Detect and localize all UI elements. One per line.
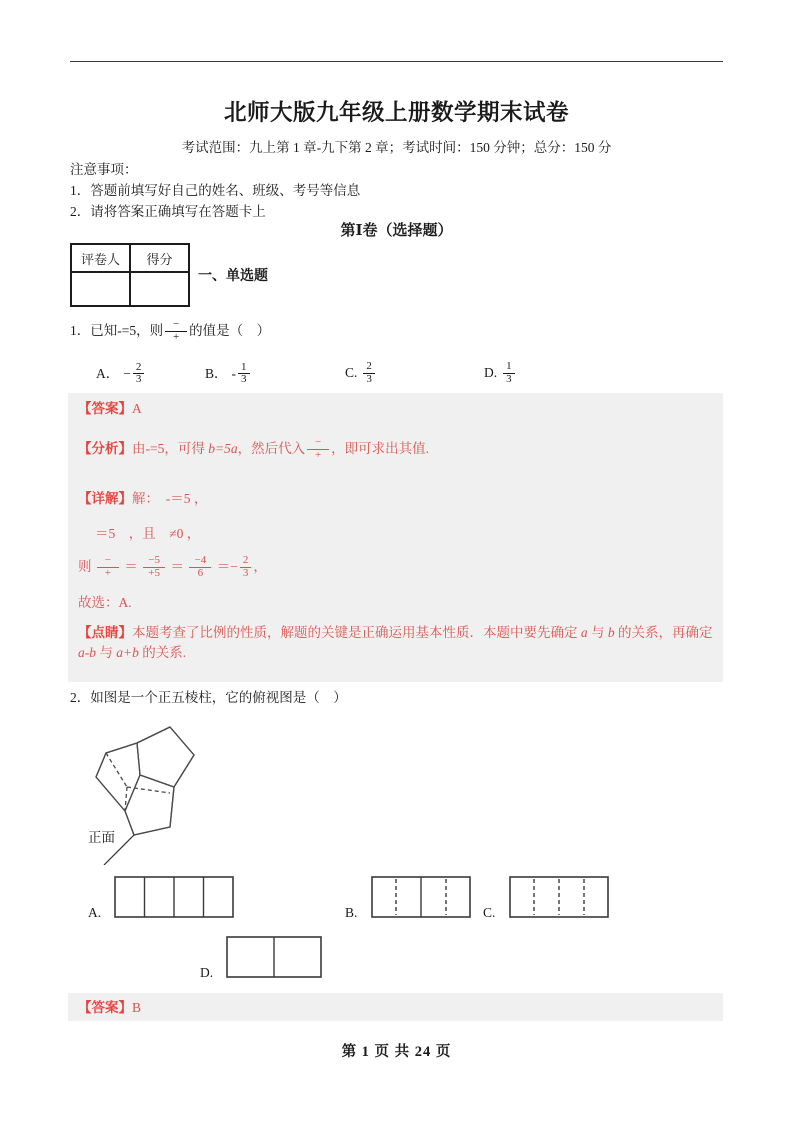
question-1-option-a-numerator: 2 <box>135 360 142 373</box>
question-1-stem-fraction-denominator: + <box>165 331 187 344</box>
question-1-option-b[interactable] <box>205 362 252 387</box>
question-1-expr-left: - <box>117 323 122 339</box>
question-2-number: 2． <box>70 690 91 705</box>
question-2-stem <box>70 688 347 708</box>
page-footer: 第 1 页 共 24 页 <box>341 1044 452 1060</box>
question-1-detail-fraction-2-denominator: +5 <box>143 567 165 580</box>
score-table-value-score[interactable] <box>130 272 189 306</box>
question-1-option-b-sign: - <box>231 366 237 381</box>
question-1-stem-fraction <box>165 319 187 343</box>
question-1-detail-fraction-3 <box>189 555 211 579</box>
question-1-stem-after: 的值是（ ） <box>189 323 271 339</box>
prism-top-face <box>137 727 194 787</box>
question-1-option-c-numerator: 2 <box>366 360 372 372</box>
question-1-analysis-text-c: ，然后代入 <box>237 441 306 457</box>
question-1-analysis-tag: 【分析】 <box>78 441 132 457</box>
question-1-analysis-text-d: ，即可求出其值. <box>331 441 429 457</box>
question-1-detail-fraction-1-numerator: − <box>104 554 111 566</box>
question-1-option-b-fraction <box>238 362 250 386</box>
question-1-option-d-denominator: 3 <box>503 373 515 386</box>
prism-front-label: 正面 <box>88 830 115 845</box>
question-1-keypoint-tag: 【点睛】 <box>78 625 132 640</box>
question-1-option-c[interactable] <box>345 362 377 386</box>
question-2-answer-line <box>78 998 141 1018</box>
question-1-detail-line-3-suffix: ， <box>253 559 267 575</box>
question-1-detail-fraction-1-denominator: + <box>97 567 119 580</box>
question-1-detail-tag: 【详解】 <box>78 491 132 506</box>
question-1-option-a[interactable] <box>96 362 146 387</box>
score-table-header-row <box>71 244 189 272</box>
question-1-keypoint <box>78 623 723 663</box>
question-2-option-c-svg <box>509 873 649 925</box>
question-1-option-c-fraction <box>363 361 375 385</box>
question-1-analysis-equation: b=5a <box>208 441 238 457</box>
prism-front-face <box>125 775 174 835</box>
question-1-detail-fraction-3-numerator: −4 <box>194 554 207 566</box>
question-2-option-b-label: B. <box>345 905 358 920</box>
score-table-header-score: 得分 <box>130 244 189 272</box>
question-1-detail-line-2: ＝5 ，且 ≠0 ， <box>95 526 201 541</box>
note-item-1: 1．答题前填写好自己的姓名、班级、考号等信息 <box>70 183 361 198</box>
question-1-keypoint-text-3: 的关系，再确定 <box>614 625 713 640</box>
question-1-option-b-label: B． <box>205 366 228 381</box>
question-1-keypoint-text-2: 与 <box>587 625 608 640</box>
question-2-option-c-label: C. <box>483 905 496 920</box>
exam-scope-subtitle: 考试范围：九上第 1 章-九下第 2 章；考试时间：150 分钟；总分：150 分 <box>181 140 612 155</box>
question-1-option-a-label: A． <box>96 366 120 381</box>
question-2-answer-value: B <box>132 1000 142 1015</box>
question-1-keypoint-var-b: b <box>607 625 615 640</box>
score-table-value-grader[interactable] <box>71 272 130 306</box>
question-1-option-b-denominator: 3 <box>238 373 250 386</box>
prism-left-face <box>96 743 140 811</box>
question-1-answer-value: A <box>132 401 142 416</box>
question-1-conclusion: 故选：A. <box>78 595 132 610</box>
question-1-option-d-label: D. <box>484 365 498 381</box>
header-rule <box>70 61 723 62</box>
page-title: 北师大版九年级上册数学期末试卷 <box>223 100 569 125</box>
question-1-option-d-fraction <box>503 361 515 385</box>
question-1-option-a-sign: − <box>123 366 131 381</box>
question-1-detail-result-fraction <box>240 555 252 579</box>
question-1-keypoint-text-1: 本题考查了比例的性质，解题的关键是正确运用基本性质．本题中要先确定 <box>132 625 581 640</box>
question-1-detail-fraction-3-denominator: 6 <box>189 567 211 580</box>
question-1-keypoint-text-4: 与 <box>96 645 117 660</box>
question-2-answer-tag: 【答案】 <box>78 1000 132 1015</box>
question-1-detail-fraction-1 <box>97 555 119 579</box>
question-1-option-c-label: C. <box>345 365 358 381</box>
question-1-detail-result-denominator: 3 <box>240 567 252 580</box>
question-2-option-d-svg <box>226 933 366 985</box>
question-1-keypoint-var-a-minus-b: a-b <box>78 645 96 660</box>
question-2-option-a-label: A. <box>88 905 102 920</box>
question-1-stem-fraction-numerator: − <box>173 318 180 330</box>
section-heading-part1: 第Ⅰ卷（选择题） <box>340 223 453 239</box>
score-table <box>70 243 190 307</box>
question-1-detail-fraction-2 <box>143 555 165 579</box>
question-2-option-a-svg <box>114 873 254 925</box>
question-1-detail-line-3-prefix: 则 <box>78 559 92 575</box>
prism-silhouette <box>96 727 194 835</box>
question-2-stem-text: 如图是一个正五棱柱，它的俯视图是（ ） <box>90 690 347 705</box>
notes-heading: 注意事项： <box>70 162 138 177</box>
question-1-option-a-fraction <box>133 362 145 386</box>
subsection-heading-multiple-choice: 一、单选题 <box>198 269 268 284</box>
question-1-stem-eq: =5，则 <box>121 323 164 339</box>
question-1-analysis-fraction-denominator: + <box>307 449 329 462</box>
question-1-analysis-text-a: 由-=5，可得 <box>132 441 209 457</box>
question-1-option-c-denominator: 3 <box>363 373 375 386</box>
question-2-solution-block <box>68 993 723 1021</box>
question-1-analysis-fraction <box>307 437 329 461</box>
question-1-number: 1． <box>70 323 91 339</box>
question-1-detail-fraction-2-numerator: −5 <box>148 554 160 566</box>
question-1-keypoint-var-a: a <box>580 625 588 640</box>
score-table-value-row <box>71 272 189 306</box>
pentagonal-prism-figure <box>82 715 232 870</box>
question-1-detail-line-3: 则 $\frac{-}{+}$ ＝ $\frac{-5}{+5}$ ＝ $\frac{-4}{6}$ ＝− $\frac{2}{3}$ ， <box>78 554 267 579</box>
question-1-stem <box>70 320 270 344</box>
exam-notes <box>70 159 723 222</box>
question-1-answer-line <box>78 399 142 419</box>
question-1-analysis-fraction-numerator: − <box>315 436 322 448</box>
question-1-options <box>0 358 793 388</box>
question-1-option-a-denominator: 3 <box>133 373 145 386</box>
question-2-option-d-label: D. <box>200 965 214 980</box>
question-1-keypoint-text-5: 的关系. <box>138 645 187 660</box>
question-1-option-d[interactable] <box>484 362 517 386</box>
question-1-answer-tag: 【答案】 <box>78 401 132 416</box>
question-1-detail-line-1 <box>78 489 207 509</box>
score-table-header-grader: 评卷人 <box>71 244 130 272</box>
question-1-detail-result-numerator: 2 <box>242 554 249 566</box>
question-1-option-d-numerator: 1 <box>506 360 512 372</box>
question-1-stem-before: 已知 <box>90 323 118 339</box>
question-1-analysis-line <box>78 438 429 462</box>
question-1-detail-result-sign: − <box>230 559 238 575</box>
question-1-keypoint-var-a-plus-b: a+b <box>116 645 139 660</box>
question-1-detail-text-1: 解： -＝5 ， <box>132 491 208 506</box>
question-1-option-b-numerator: 1 <box>241 360 247 373</box>
note-item-2: 2．请将答案正确填写在答题卡上 <box>70 204 266 219</box>
